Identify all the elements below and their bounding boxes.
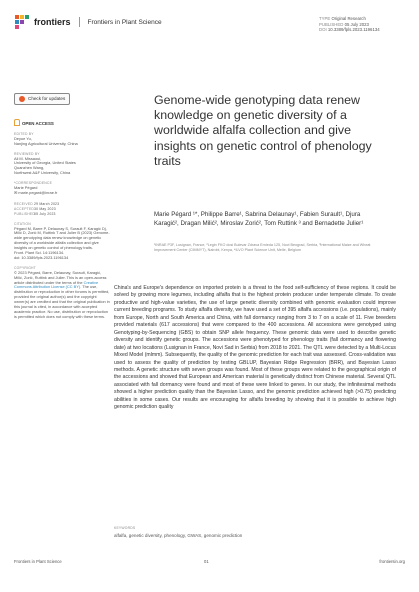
license-link[interactable]: Creative Commons Attribution License (CC BY). bbox=[14, 279, 99, 290]
header bbox=[14, 12, 405, 38]
page-number: 01 bbox=[204, 559, 209, 564]
received-label: RECEIVED bbox=[14, 201, 33, 206]
abstract: China's and Europe's dependence on imported protein is a threat to the food self-sufficiency of these regions. It could be solved by growing more legumes, including alfalfa that is the highest protein producer under temperate climate. To create productive and high-value varieties, the use of large genetic diversity combined with genomic evaluation could improve current breeding programs. To study alfalfa diversity, we have used a set of 395 alfalfa accessions (i.e. populations), mainly from Europe, North and South America and China, with fall dormancy ranging from 3 to 7 on a scale of 11. Five breeders provided materials (617 accessions) that were compared to the 400 accessions. All accessions were genotyped using Genotyping-by-Sequencing (GBS) to obtain SNP allele frequency. These genomic data were used to describe genetic diversity and identify genetic groups. The accessions were phenotyped for phenology traits (fall dormancy and flowering date) at two locations (Lusignan in France, Novi Sad in Serbia) from 2018 to 2021. The QTL were detected by a Multi-Locus Mixed Model (mlmm). Subsequently, the quality of the genomic prediction for each trait was assessed. Cross-validation was used to assess the quality of prediction by testing GBLUP, Bayesian Ridge Regression (BRR), and Bayesian Lasso methods. A genetic structure with seven groups was found. Most of these groups were related to the geographical origin of the accessions and showed that European and American material is genetically distinct from Chinese material. Several QTL associated with fall dormancy were found and most of these were linked to genes. In our study, the infinitesimal methods showed a higher prediction quality than the Bayesian Lasso, and the genomic prediction achieved high (>0.75) predicting abilities in some cases. Our results are encouraging for alfalfa breeding by showing that it is possible to achieve high genomic prediction quality bbox=[114, 285, 396, 411]
reviewed-by-label: REVIEWED BY bbox=[14, 151, 40, 156]
frontiers-logo[interactable] bbox=[14, 14, 162, 30]
type-label: TYPE bbox=[319, 16, 331, 21]
published-label: PUBLISHED bbox=[319, 21, 344, 27]
citation-journal: Front. Plant Sci. 14:1196134. bbox=[14, 250, 65, 256]
doi-value[interactable]: 10.3389/fpls.2023.1196134 bbox=[327, 27, 380, 33]
dates-block bbox=[14, 202, 110, 217]
logo-text: frontiers bbox=[34, 17, 71, 27]
copyright-text-part2: The use, distribution or reproduction in other forums is permitted, provided the original author(s) and the copyright owner(s) are credited and that the original publication in this journal is cited, in accordance with accepted academic practice. No use, distribution or reproduction is permitted which does not comply with these terms. bbox=[14, 284, 110, 319]
published-value: 05 July 2023 bbox=[344, 21, 369, 27]
frontiers-logo-icon bbox=[14, 14, 30, 30]
published-date-value: 05 July 2023 bbox=[34, 211, 56, 216]
reviewed-by-value: Ali M. Missaoui, University of Georgia, United States Quanzhen Wang, Northwest A&F University, China bbox=[14, 155, 76, 176]
journal-name: Frontiers in Plant Science bbox=[87, 18, 162, 26]
type-value: Original Research bbox=[331, 16, 366, 21]
received-value: 29 March 2023 bbox=[34, 201, 60, 206]
correspondence-email[interactable]: ✉ marie.pegard@inrae.fr bbox=[14, 189, 58, 195]
author-list: Marie Pégard ¹*, Philippe Barre¹, Sabrina Delaunay¹, Fabien Surault¹, Djura Karagić², Dragan Milić², Miroslav Zorić², Tom Ruttink ³ and Bernadette Julier¹ bbox=[154, 211, 364, 227]
check-for-updates-label: Check for updates bbox=[28, 95, 66, 101]
open-access-badge bbox=[14, 119, 110, 127]
correspondence-name: Marie Pégard bbox=[14, 185, 38, 191]
correspondence-email-text[interactable]: marie.pegard@inrae.fr bbox=[18, 189, 58, 195]
citation-text: Pégard M, Barre P, Delaunay S, Surault F, Karagić Dj, Milić D, Zorić M, Ruttink T and Julier B (2023) Genome-wide genotyping data renew knowledge on genetic diversity of a worldwide alfalfa collection and give insights on genetic control of phenology traits. bbox=[14, 225, 110, 251]
logo-divider bbox=[79, 17, 80, 27]
footer-journal: Frontiers in Plant Science bbox=[14, 559, 62, 564]
keywords-label: KEYWORDS bbox=[114, 526, 136, 530]
check-updates-icon bbox=[19, 96, 25, 102]
accepted-value: 30 May 2023 bbox=[34, 206, 56, 211]
affiliations: ¹INRAE P3F, Lusignan, France, ²Legin FKO dosi Bulevar Zdrava Ernieda 125, Novi Beograd, Serbia, ³International Maize and Wheat Improvement Center (CIMMYT), Nairobi, Kenya, ⁴ILVO Plant Science Unit, Melle, Belgium bbox=[154, 243, 371, 252]
keywords: alfalfa, genetic diversity, phenology, GWAS, genomic prediction bbox=[114, 533, 243, 538]
published-date-label: PUBLISHED bbox=[14, 211, 36, 216]
accepted-label: ACCEPTED bbox=[14, 206, 35, 211]
correspondence-label: *CORRESPONDENCE bbox=[14, 181, 53, 186]
check-for-updates-button[interactable] bbox=[14, 93, 70, 105]
copyright-text-part1: © 2023 Pégard, Barre, Delaunay, Surault, Karagić, Milić, Zorić, Ruttink and Julier. This is an open-access article distributed under the terms of the bbox=[14, 269, 107, 285]
doi-label: DOI bbox=[319, 27, 327, 33]
open-access-label: OPEN ACCESS bbox=[22, 121, 54, 126]
edited-by-value: Deyue Yu, Nanjing Agricultural University, China bbox=[14, 135, 78, 146]
left-sidebar bbox=[14, 93, 110, 320]
citation-doi[interactable]: doi: 10.3389/fpls.2023.1196134 bbox=[14, 254, 69, 260]
citation-label: CITATION bbox=[14, 221, 31, 226]
footer-site-link[interactable]: frontiersin.org bbox=[379, 559, 405, 564]
edited-by-label: EDITED BY bbox=[14, 131, 34, 136]
article-meta bbox=[319, 16, 405, 33]
copyright-text bbox=[14, 271, 110, 320]
article-title: Genome-wide genotyping data renew knowledge on genetic diversity of a worldwide alfalfa collection and give insights on genetic control of phenology traits bbox=[154, 93, 372, 168]
open-lock-icon bbox=[14, 119, 20, 126]
copyright-label: COPYRIGHT bbox=[14, 265, 36, 270]
